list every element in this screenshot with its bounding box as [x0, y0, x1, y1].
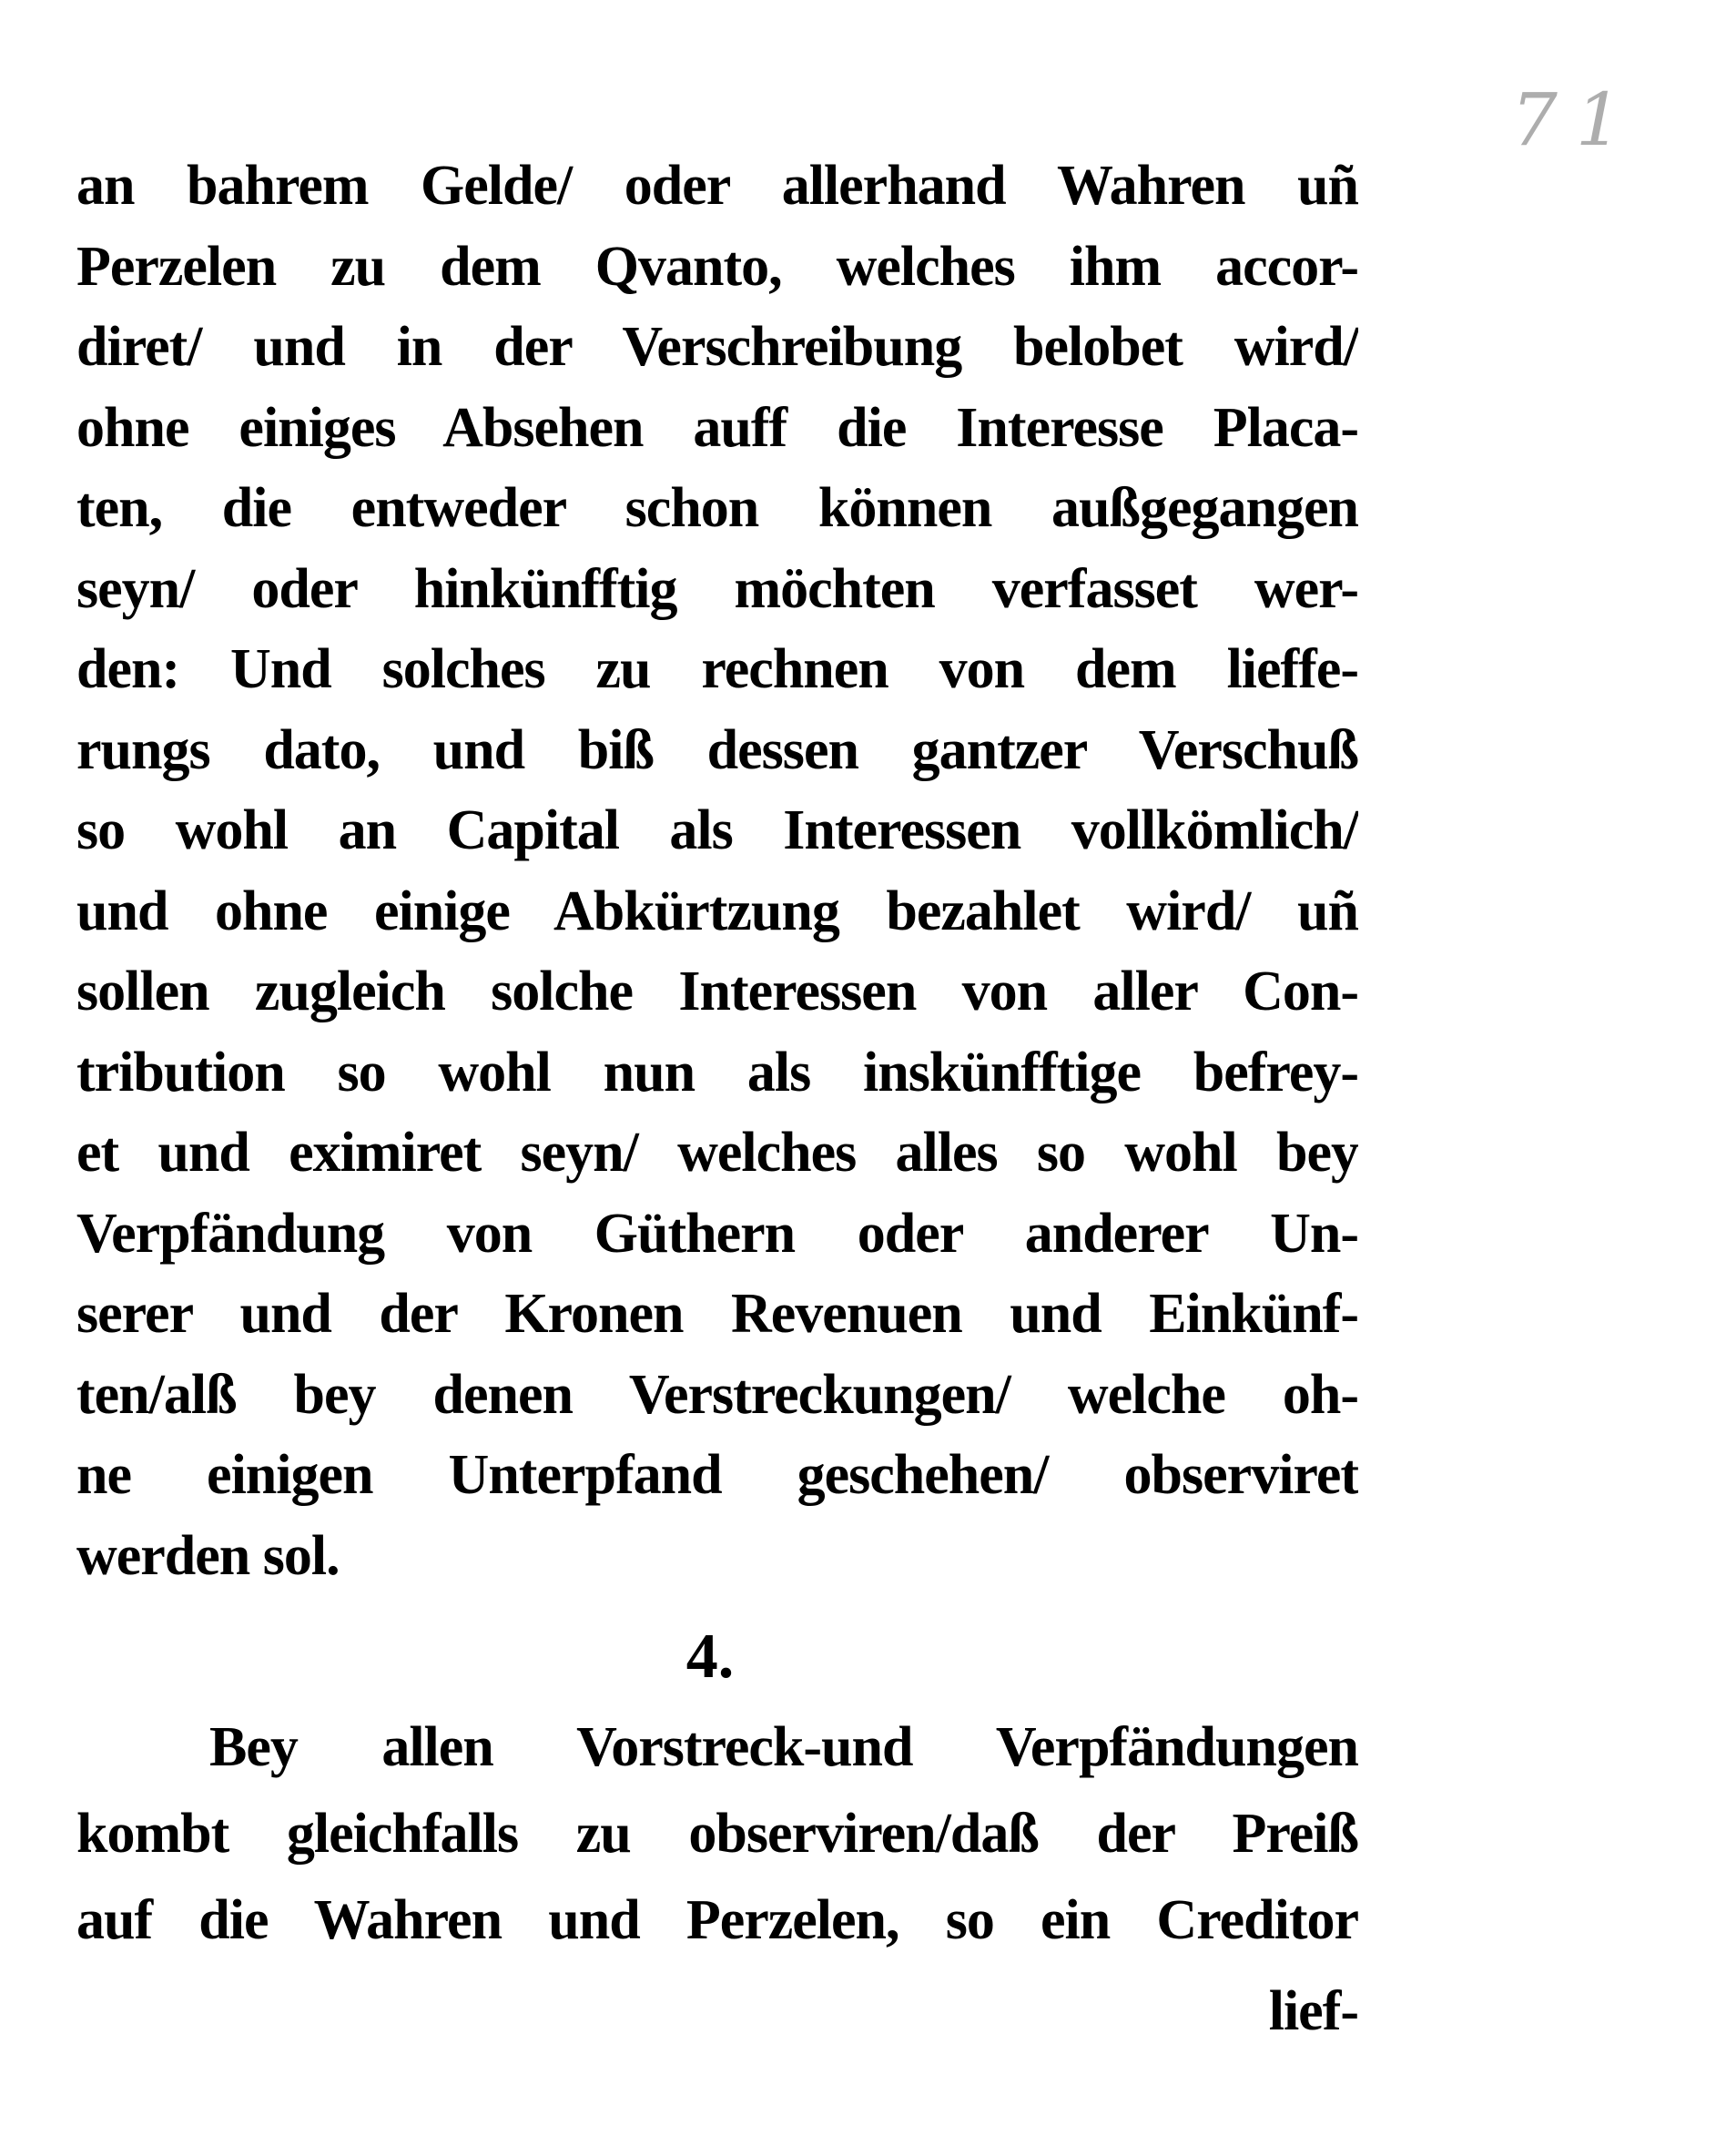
text-line: diret/ und in der Verschreibung belobet wird/ — [76, 316, 1358, 378]
catchword: lief- — [1268, 1980, 1358, 2042]
text-line: an bahrem Gelde/ oder allerhand Wahren uñ — [76, 155, 1358, 217]
section-number: 4. — [685, 1622, 735, 1692]
text-line: so wohl an Capital als Interessen vollkömlich/ — [76, 799, 1358, 861]
text-line: Perzelen zu dem Qvanto, welches ihm accor- — [76, 235, 1358, 298]
text-line: Verpfändung von Güthern oder anderer Un- — [76, 1202, 1358, 1265]
page-number: 71 — [1511, 77, 1640, 162]
text-line: und ohne einige Abkürtzung bezahlet wird/ uñ — [76, 880, 1358, 942]
text-line: werden sol. — [76, 1524, 340, 1587]
text-line: tribution so wohl nun als inskünfftige befrey- — [76, 1041, 1358, 1103]
text-line: Bey allen Vorstreck-und Verpfändungen — [209, 1716, 1358, 1778]
text-line: serer und der Kronen Revenuen und Einkünf- — [76, 1283, 1358, 1345]
text-line: auf die Wahren und Perzelen, so ein Creditor — [76, 1889, 1358, 1951]
text-line: ten, die entweder schon können außgegangen — [76, 477, 1358, 539]
text-line: ne einigen Unterpfand geschehen/ observiret — [76, 1444, 1358, 1506]
text-line: ohne einiges Absehen auff die Interesse Placa- — [76, 396, 1358, 459]
text-line: sollen zugleich solche Interessen von aller Con- — [76, 961, 1358, 1022]
text-line: rungs dato, und biß dessen gantzer Verschuß — [76, 718, 1358, 781]
text-line: et und eximiret seyn/ welches alles so wohl bey — [76, 1122, 1358, 1184]
text-line: den: Und solches zu rechnen von dem lieffe- — [76, 638, 1358, 700]
text-line: kombt gleichfalls zu observiren/daß der Preiß — [76, 1803, 1358, 1865]
text-line: seyn/ oder hinkünfftig möchten verfasset wer- — [76, 557, 1358, 620]
text-line: ten/alß bey denen Verstreckungen/ welche oh- — [76, 1363, 1358, 1426]
